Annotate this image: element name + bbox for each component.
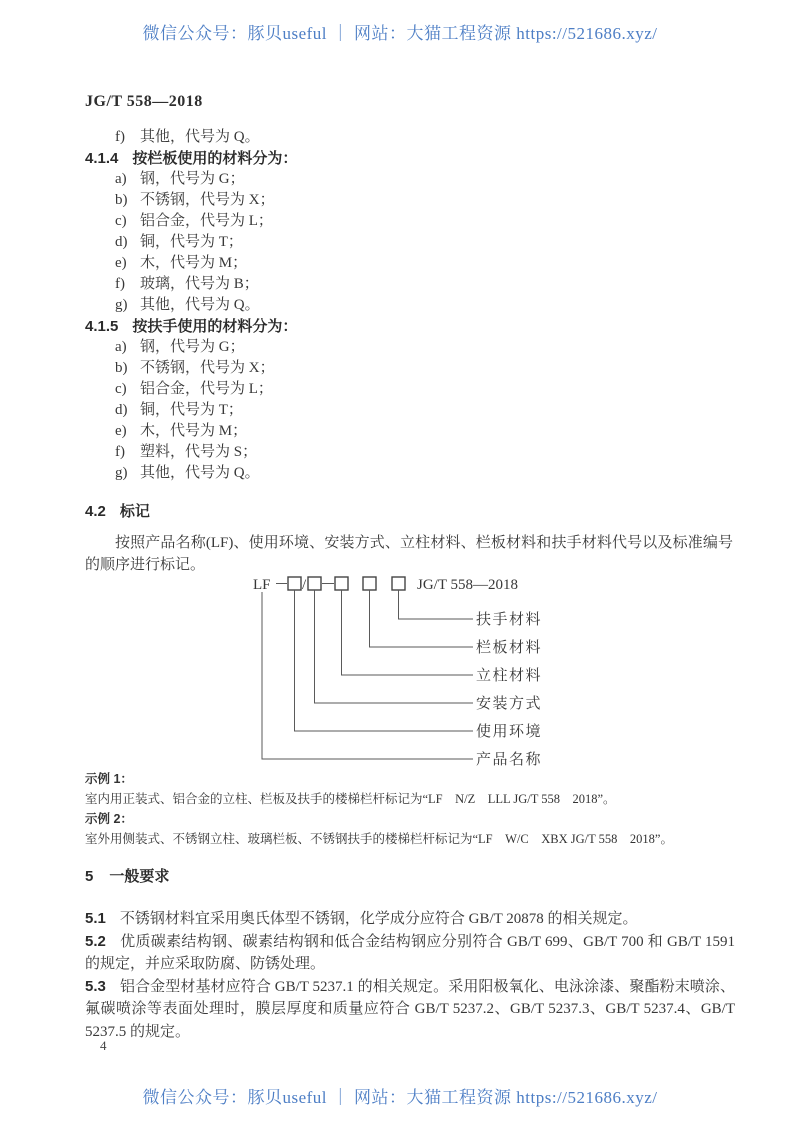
clause-number: 4.1.4 — [85, 150, 119, 167]
designation-diagram — [240, 572, 580, 772]
connector-line — [342, 590, 474, 675]
example-2-text: 室外用侧装式、不锈钢立柱、玻璃栏板、不锈钢扶手的楼梯栏杆标记为“LF W/C XBX JG/T 558 2018”。 — [85, 832, 673, 846]
item-text: 玻璃，代号为 B； — [140, 276, 259, 292]
designation-box — [363, 577, 376, 590]
designation-prefix: LF — [253, 577, 271, 593]
item-letter: f) — [115, 276, 125, 292]
examples-block — [85, 769, 740, 849]
item-text: 钢，代号为 G； — [140, 339, 245, 355]
list-item — [85, 379, 733, 400]
item-letter: e) — [115, 255, 127, 271]
page-number: 4 — [100, 1038, 107, 1053]
doc-code: JG/T 558—2018 — [85, 93, 203, 110]
clause-list-section — [85, 127, 733, 576]
item-text: 其他，代号为 Q。 — [140, 465, 260, 481]
connector-line — [295, 590, 474, 731]
item-letter: f) — [115, 129, 125, 145]
item-letter: d) — [115, 234, 128, 250]
list-item — [85, 274, 733, 295]
clause-heading-4-1-5 — [85, 316, 733, 337]
list-item — [85, 337, 733, 358]
clause-title: 标记 — [119, 503, 150, 520]
clause-number: 5.3 — [85, 977, 106, 995]
section-5 — [85, 866, 735, 1043]
item-text: 不锈钢，代号为 X； — [140, 192, 275, 208]
diagram-label-product-name: 产品名称 — [476, 752, 543, 768]
clause-number: 5.1 — [85, 910, 106, 927]
list-item — [85, 232, 733, 253]
diagram-label-use-environment: 使用环境 — [476, 724, 543, 740]
clause-heading-4-1-4 — [85, 148, 733, 169]
watermark-footer: 微信公众号：豚贝useful ｜ 网站：大猫工程资源 https://521686.xyz/ — [142, 1088, 658, 1107]
clause-title: 按栏板使用的材料分为： — [132, 150, 298, 167]
list-item — [85, 253, 733, 274]
clause-number: 5.2 — [85, 932, 106, 950]
clause-title: 一般要求 — [109, 868, 170, 885]
designation-box — [335, 577, 348, 590]
item-letter: c) — [115, 213, 127, 229]
list-item — [85, 421, 733, 442]
marking-paragraph: 按照产品名称(LF)、使用环境、安装方式、立柱材料、栏板材料和扶手材料代号以及标准编号的顺序进行标记。 — [85, 535, 733, 573]
item-letter: g) — [115, 465, 128, 481]
item-text: 木，代号为 M； — [140, 423, 248, 439]
list-item — [85, 169, 733, 190]
item-text: 其他，代号为 Q。 — [140, 129, 260, 145]
example-1-text: 室内用正装式、铝合金的立柱、栏板及扶手的楼梯栏杆标记为“LF N/Z LLL JG/T 558 2018”。 — [85, 792, 616, 806]
connector-line — [399, 590, 474, 619]
clause-number: 4.2 — [85, 503, 106, 520]
item-text: 铜，代号为 T； — [140, 402, 243, 418]
clause-text: 优质碳素结构钢、碳素结构钢和低合金结构钢应分别符合 GB/T 699、GB/T 700 和 GB/T 1591 的规定，并应采取防腐、防锈处理。 — [85, 933, 735, 972]
clause-5-1 — [85, 908, 735, 931]
example-1-label: 示例 1： — [85, 772, 133, 786]
clause-number: 5 — [85, 868, 94, 885]
list-item — [85, 190, 733, 211]
example-2-label: 示例 2： — [85, 812, 133, 826]
item-letter: e) — [115, 423, 127, 439]
clause-5-2 — [85, 931, 735, 976]
clause-heading-5 — [85, 866, 735, 888]
list-item — [85, 127, 733, 148]
clause-5-3 — [85, 976, 735, 1044]
item-text: 木，代号为 M； — [140, 255, 248, 271]
list-item — [85, 295, 733, 316]
item-text: 钢，代号为 G； — [140, 171, 245, 187]
clause-number: 4.1.5 — [85, 318, 119, 335]
item-letter: b) — [115, 192, 128, 208]
list-item — [85, 463, 733, 484]
list-item — [85, 358, 733, 379]
clause-text: 铝合金型材基材应符合 GB/T 5237.1 的相关规定。采用阳极氧化、电泳涂漆、聚酯粉末喷涂、氟碳喷涂等表面处理时，膜层厚度和质量应符合 GB/T 5237.2、GB/T 5237.3、GB/T 5237.4、GB/T 5237.5 的规定。 — [85, 978, 735, 1040]
diagram-label-handrail-material: 扶手材料 — [476, 612, 543, 628]
item-letter: a) — [115, 339, 127, 355]
list-item — [85, 400, 733, 421]
designation-box — [288, 577, 301, 590]
item-letter: f) — [115, 444, 125, 460]
diagram-label-install-method: 安装方式 — [476, 696, 543, 712]
watermark-header: 微信公众号：豚贝useful ｜ 网站：大猫工程资源 https://521686.xyz/ — [142, 24, 658, 43]
clause-heading-4-2 — [85, 501, 733, 523]
list-item — [85, 442, 733, 463]
item-letter: a) — [115, 171, 127, 187]
clause-text: 不锈钢材料宜采用奥氏体型不锈钢，化学成分应符合 GB/T 20878 的相关规定。 — [119, 911, 638, 927]
designation-standard-ref: JG/T 558—2018 — [417, 577, 518, 593]
clause-title: 按扶手使用的材料分为： — [132, 318, 298, 335]
item-text: 不锈钢，代号为 X； — [140, 360, 275, 376]
item-letter: d) — [115, 402, 128, 418]
item-letter: c) — [115, 381, 127, 397]
item-letter: b) — [115, 360, 128, 376]
item-text: 塑料，代号为 S； — [140, 444, 258, 460]
item-text: 铜，代号为 T； — [140, 234, 243, 250]
designation-box — [308, 577, 321, 590]
item-text: 铝合金，代号为 L； — [140, 213, 273, 229]
list-item — [85, 211, 733, 232]
item-letter: g) — [115, 297, 128, 313]
diagram-label-post-material: 立柱材料 — [476, 668, 543, 684]
item-text: 铝合金，代号为 L； — [140, 381, 273, 397]
diagram-label-panel-material: 栏板材料 — [476, 640, 543, 656]
designation-slash: / — [302, 577, 307, 593]
item-text: 其他，代号为 Q。 — [140, 297, 260, 313]
designation-box — [392, 577, 405, 590]
